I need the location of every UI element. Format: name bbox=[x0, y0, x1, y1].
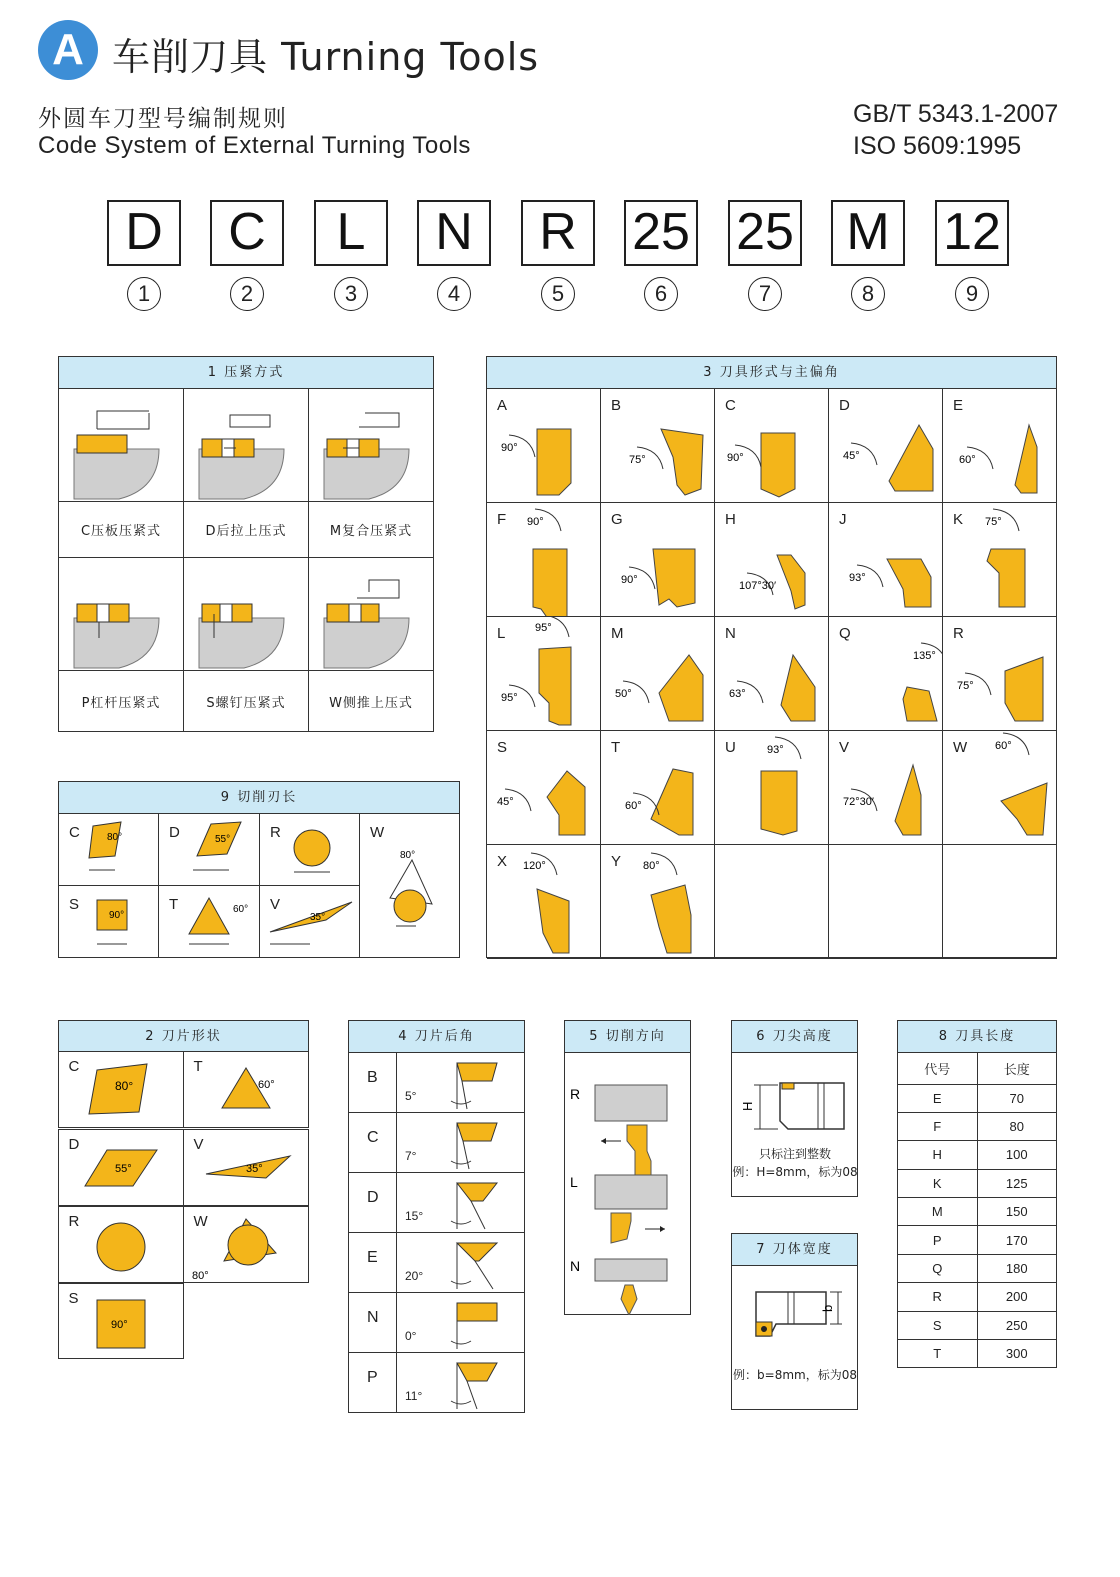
code-box-9: 12 bbox=[935, 200, 1009, 266]
svg-text:35°: 35° bbox=[310, 912, 326, 923]
tool-style-code: G bbox=[611, 511, 623, 528]
insert-shape-D: D 55° bbox=[58, 1129, 184, 1206]
tool-style-angle: 90° bbox=[527, 516, 544, 528]
tool-style-angle: 45° bbox=[843, 450, 860, 462]
tool-style-angle: 90° bbox=[727, 452, 744, 464]
code-box-1: D bbox=[107, 200, 181, 266]
cut-length-table bbox=[58, 781, 460, 958]
length-header-code: 代号 bbox=[898, 1053, 977, 1084]
standard-iso: ISO 5609:1995 bbox=[853, 132, 1022, 160]
svg-text:N: N bbox=[570, 1258, 581, 1274]
tool-style-K bbox=[943, 503, 1057, 617]
subtitle-cn: 外圆车刀型号编制规则 bbox=[38, 106, 288, 132]
code-box-7: 25 bbox=[728, 200, 802, 266]
length-row: T 300 bbox=[898, 1340, 1056, 1368]
tool-style-angle: 107°30′ bbox=[739, 580, 777, 592]
tool-style-code: B bbox=[611, 397, 622, 414]
tool-style-T bbox=[601, 731, 715, 845]
tool-style-M bbox=[601, 617, 715, 731]
clearance-E: E 20° bbox=[349, 1233, 525, 1293]
code-number-8: 8 bbox=[851, 277, 885, 311]
cut-length-C: C 80° bbox=[59, 814, 159, 886]
tool-style-angle: 72°30′ bbox=[843, 796, 874, 808]
page-title: 车削刀具 Turning Tools bbox=[112, 35, 540, 79]
length-row: S 250 bbox=[898, 1311, 1056, 1339]
insert-shape-table bbox=[58, 1020, 310, 1359]
clearance-P: P 11° bbox=[349, 1353, 525, 1413]
svg-text:80°: 80° bbox=[191, 1269, 209, 1282]
tool-style-N bbox=[715, 617, 829, 731]
svg-text:80°: 80° bbox=[107, 832, 123, 843]
length-row: R 200 bbox=[898, 1283, 1056, 1311]
height-title: 6 刀尖高度 bbox=[732, 1021, 857, 1053]
clamp-label-5: W侧推上压式 bbox=[309, 671, 434, 732]
svg-text:H: H bbox=[740, 1101, 755, 1111]
section-badge: A bbox=[38, 20, 98, 80]
tool-style-code: F bbox=[497, 511, 507, 528]
tool-style-angle: 90° bbox=[621, 574, 638, 586]
height-diagram bbox=[732, 1053, 858, 1137]
width-title: 7 刀体宽度 bbox=[732, 1234, 857, 1266]
tool-style-code: C bbox=[725, 397, 736, 414]
clamp-diagram-2 bbox=[309, 389, 434, 502]
tool-style-title: 3 刀具形式与主偏角 bbox=[487, 357, 1056, 389]
tool-style-Y bbox=[601, 845, 715, 959]
svg-text:80°: 80° bbox=[114, 1078, 133, 1093]
length-row: H 100 bbox=[898, 1141, 1056, 1169]
width-note: 例：b=8mm，标为08 bbox=[733, 1368, 857, 1382]
tool-style-angle: 60° bbox=[995, 740, 1012, 752]
svg-text:b: b bbox=[820, 1304, 835, 1312]
direction-table bbox=[564, 1020, 691, 1315]
tool-style-angle: 80° bbox=[643, 860, 660, 872]
standard-gb: GB/T 5343.1-2007 bbox=[853, 100, 1059, 128]
clamp-diagram-1 bbox=[184, 389, 309, 502]
length-row: M 150 bbox=[898, 1198, 1056, 1226]
insert-shape-W: W 80° bbox=[183, 1206, 309, 1283]
svg-text:90°: 90° bbox=[110, 1318, 128, 1331]
tool-style-angle: 93° bbox=[767, 744, 784, 756]
insert-shape-C: C 80° bbox=[58, 1051, 184, 1128]
clamp-label-4: S螺钉压紧式 bbox=[184, 671, 309, 732]
tool-style-E bbox=[943, 389, 1057, 503]
tool-style-X bbox=[487, 845, 601, 959]
height-note2: 例：H=8mm，标为08 bbox=[732, 1165, 858, 1179]
insert-shape-S: S 90° bbox=[58, 1283, 184, 1359]
insert-shape-R: R bbox=[58, 1206, 184, 1283]
tool-style-angle: 90° bbox=[501, 442, 518, 454]
code-number-6: 6 bbox=[644, 277, 678, 311]
cut-length-title: 9 切削刃长 bbox=[59, 782, 459, 814]
svg-text:55°: 55° bbox=[114, 1162, 132, 1175]
tool-style-code: Y bbox=[611, 853, 622, 870]
tool-style-angle: 75° bbox=[957, 680, 974, 692]
code-box-3: L bbox=[314, 200, 388, 266]
tool-style-angle: 120° bbox=[523, 860, 546, 872]
tool-style-W bbox=[943, 731, 1057, 845]
svg-text:L: L bbox=[570, 1174, 578, 1190]
clamp-diagram-3 bbox=[59, 558, 184, 671]
tool-style-angle: 135° bbox=[913, 650, 936, 662]
code-box-6: 25 bbox=[624, 200, 698, 266]
tool-style-J bbox=[829, 503, 943, 617]
code-number-9: 9 bbox=[955, 277, 989, 311]
tool-style-angle: 75° bbox=[985, 516, 1002, 528]
tool-style-G bbox=[601, 503, 715, 617]
code-number-1: 1 bbox=[127, 277, 161, 311]
length-title: 8 刀具长度 bbox=[898, 1021, 1056, 1053]
cut-length-W: W 80° bbox=[360, 814, 460, 958]
tool-style-U bbox=[715, 731, 829, 845]
svg-text:80°: 80° bbox=[400, 850, 416, 861]
length-table bbox=[897, 1020, 1057, 1368]
tool-style-angle: 45° bbox=[497, 796, 514, 808]
tool-style-code: J bbox=[839, 511, 847, 528]
tool-style-code: U bbox=[725, 739, 736, 756]
tool-style-R bbox=[943, 617, 1057, 731]
tool-style-empty bbox=[715, 845, 829, 959]
length-row: F 80 bbox=[898, 1112, 1056, 1140]
tool-style-code: L bbox=[497, 625, 506, 642]
tool-style-code: M bbox=[611, 625, 624, 642]
tool-style-code: S bbox=[497, 739, 508, 756]
code-box-8: M bbox=[831, 200, 905, 266]
code-number-2: 2 bbox=[230, 277, 264, 311]
code-number-5: 5 bbox=[541, 277, 575, 311]
width-table bbox=[731, 1233, 858, 1410]
tool-style-code: X bbox=[497, 853, 508, 870]
code-number-3: 3 bbox=[334, 277, 368, 311]
code-box-2: C bbox=[210, 200, 284, 266]
cut-length-T: T 60° bbox=[159, 886, 260, 958]
clearance-D: D 15° bbox=[349, 1173, 525, 1233]
clamp-diagram-4 bbox=[184, 558, 309, 671]
tool-style-code: V bbox=[839, 739, 850, 756]
tool-style-angle: 60° bbox=[625, 800, 642, 812]
tool-style-angle: 63° bbox=[729, 688, 746, 700]
tool-style-H bbox=[715, 503, 829, 617]
clamp-diagram-0 bbox=[59, 389, 184, 502]
tool-style-code: K bbox=[953, 511, 964, 528]
tool-style-empty bbox=[943, 845, 1057, 959]
tool-style-angle: 95° bbox=[501, 692, 518, 704]
tool-style-L bbox=[487, 617, 601, 731]
clearance-B: B 5° bbox=[349, 1053, 525, 1113]
height-note1: 只标注到整数 bbox=[758, 1147, 831, 1161]
tool-style-code: D bbox=[839, 397, 850, 414]
length-row: E 70 bbox=[898, 1084, 1056, 1112]
tool-style-code: Q bbox=[839, 625, 851, 642]
code-number-7: 7 bbox=[748, 277, 782, 311]
tool-style-code: H bbox=[725, 511, 736, 528]
cut-length-D: D 55° bbox=[159, 814, 260, 886]
tool-style-V bbox=[829, 731, 943, 845]
tool-style-table bbox=[486, 356, 1057, 958]
height-table bbox=[731, 1020, 858, 1197]
tool-style-angle: 60° bbox=[959, 454, 976, 466]
direction-diagram bbox=[565, 1053, 691, 1315]
clamp-label-2: M复合压紧式 bbox=[309, 502, 434, 558]
tool-style-S bbox=[487, 731, 601, 845]
tool-style-code: R bbox=[953, 625, 964, 642]
svg-text:35°: 35° bbox=[245, 1162, 263, 1175]
width-diagram bbox=[732, 1266, 858, 1366]
code-box-5: R bbox=[521, 200, 595, 266]
cut-length-V: V 35° bbox=[260, 886, 360, 958]
length-row: P 170 bbox=[898, 1226, 1056, 1254]
cut-length-S: S 90° bbox=[59, 886, 159, 958]
clearance-C: C 7° bbox=[349, 1113, 525, 1173]
length-data-table bbox=[898, 1053, 1056, 1368]
clamp-table bbox=[58, 356, 434, 732]
svg-text:90°: 90° bbox=[109, 910, 125, 921]
clearance-table bbox=[348, 1020, 525, 1413]
svg-text:60°: 60° bbox=[257, 1078, 275, 1091]
length-row: Q 180 bbox=[898, 1254, 1056, 1282]
length-header-value: 长度 bbox=[977, 1053, 1056, 1084]
tool-style-code: E bbox=[953, 397, 964, 414]
tool-style-angle: 50° bbox=[615, 688, 632, 700]
tool-style-Q bbox=[829, 617, 943, 731]
clamp-label-1: D后拉上压式 bbox=[184, 502, 309, 558]
tool-style-code: W bbox=[953, 739, 968, 756]
svg-text:60°: 60° bbox=[233, 904, 249, 915]
tool-style-D bbox=[829, 389, 943, 503]
code-number-4: 4 bbox=[437, 277, 471, 311]
insert-shape-T: T 60° bbox=[183, 1051, 309, 1128]
code-box-4: N bbox=[417, 200, 491, 266]
clamp-diagram-5 bbox=[309, 558, 434, 671]
direction-title: 5 切削方向 bbox=[565, 1021, 690, 1053]
clearance-title: 4 刀片后角 bbox=[349, 1021, 524, 1053]
tool-style-angle: 93° bbox=[849, 572, 866, 584]
direction-r-label: R bbox=[570, 1086, 581, 1102]
tool-style-angle: 95° bbox=[535, 622, 552, 634]
length-row: K 125 bbox=[898, 1169, 1056, 1197]
cut-length-R: R bbox=[260, 814, 360, 886]
svg-text:55°: 55° bbox=[215, 834, 231, 845]
tool-style-F bbox=[487, 503, 601, 617]
tool-style-code: A bbox=[497, 397, 508, 414]
subtitle-en: Code System of External Turning Tools bbox=[38, 132, 471, 159]
tool-style-code: N bbox=[725, 625, 736, 642]
tool-style-C bbox=[715, 389, 829, 503]
insert-shape-V: V 35° bbox=[183, 1129, 309, 1206]
insert-shape-title: 2 刀片形状 bbox=[58, 1020, 309, 1052]
tool-style-angle: 75° bbox=[629, 454, 646, 466]
clearance-N: N 0° bbox=[349, 1293, 525, 1353]
tool-style-B bbox=[601, 389, 715, 503]
tool-style-empty bbox=[829, 845, 943, 959]
clamp-label-0: C压板压紧式 bbox=[59, 502, 184, 558]
tool-style-code: T bbox=[611, 739, 621, 756]
clamp-label-3: P杠杆压紧式 bbox=[59, 671, 184, 732]
tool-style-A bbox=[487, 389, 601, 503]
clamp-title: 1 压紧方式 bbox=[59, 357, 433, 389]
